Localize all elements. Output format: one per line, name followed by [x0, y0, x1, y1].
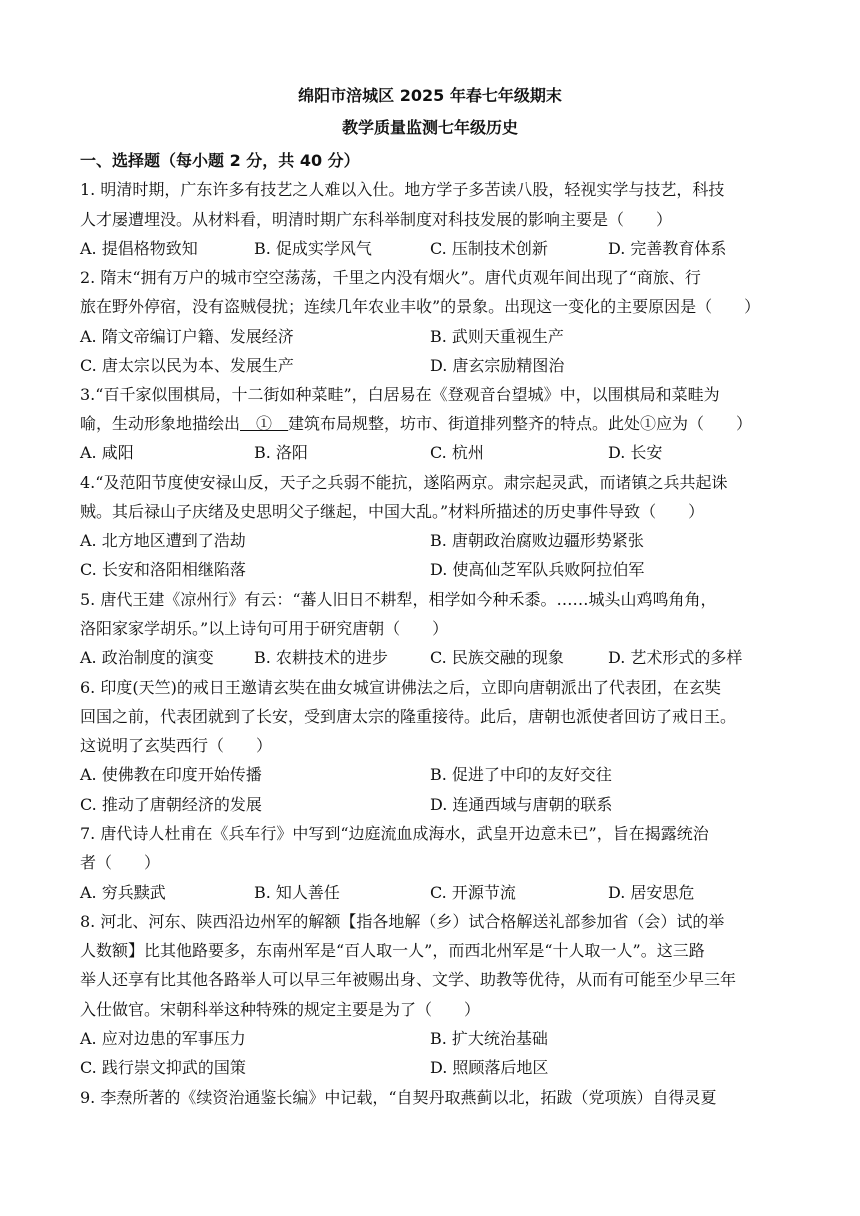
option-d: D. 完善教育体系	[608, 239, 727, 258]
question-text-line: 4.“及范阳节度使安禄山反，天子之兵弱不能抗，遂陷两京。肃宗起灵武，而诸镇之兵共起诛	[80, 473, 728, 492]
question-text-line: 举人还享有比其他各路举人可以早三年被赐出身、文学、助教等优待，从而有可能至少早三年	[80, 970, 737, 989]
option-b: B. 农耕技术的进步	[254, 648, 388, 667]
option-a: A. 应对边患的军事压力	[80, 1029, 246, 1048]
option-b: B. 促进了中印的友好交往	[430, 765, 612, 784]
option-c: C. 推动了唐朝经济的发展	[80, 795, 262, 814]
question-text-line	[80, 414, 752, 434]
option-c: C. 践行崇文抑武的国策	[80, 1058, 246, 1077]
option-d: D. 照顾落后地区	[430, 1058, 549, 1077]
question-text-line: 贼。其后禄山子庆绪及史思明父子继起，中国大乱。”材料所描述的历史事件导致（ ）	[80, 502, 705, 521]
option-a: A. 政治制度的演变	[80, 648, 214, 667]
question-text-line: 9. 李焘所著的《续资治通鉴长编》中记载，“自契丹取燕蓟以北，拓跋（党项族）自得灵夏	[80, 1088, 717, 1107]
question-text-segment: 建筑布局规整，坊市、街道排列整齐的特点。此处①应为（ ）	[288, 414, 753, 433]
question-text-line: 旅在野外停宿，没有盗贼侵扰；连续几年农业丰收”的景象。出现这一变化的主要原因是（ ）	[80, 297, 761, 316]
option-b: B. 唐朝政治腐败边疆形势紧张	[430, 531, 644, 550]
option-d: D. 长安	[608, 443, 663, 462]
question-text-line: 7. 唐代诗人杜甫在《兵车行》中写到“边庭流血成海水，武皇开边意未已”，旨在揭露统治	[80, 824, 709, 843]
question-text-line: 洛阳家家学胡乐。”以上诗句可用于研究唐朝（ ）	[80, 619, 449, 638]
option-a: A. 隋文帝编订户籍、发展经济	[80, 327, 294, 346]
option-d: D. 使高仙芝军队兵败阿拉伯军	[430, 560, 645, 579]
exam-title-line1: 绵阳市涪城区 2025 年春七年级期末	[298, 86, 562, 105]
question-text-line: 1. 明清时期，广东许多有技艺之人难以入仕。地方学子多苦读八股，轻视实学与技艺，科技	[80, 180, 725, 199]
option-c: C. 压制技术创新	[430, 239, 548, 258]
option-b: B. 促成实学风气	[254, 239, 372, 258]
option-d: D. 连通西域与唐朝的联系	[430, 795, 613, 814]
question-text-line: 入仕做官。宋朝科举这种特殊的规定主要是为了（ ）	[80, 1000, 481, 1019]
option-a: A. 北方地区遭到了浩劫	[80, 531, 246, 550]
option-c: C. 开源节流	[430, 883, 516, 902]
option-b: B. 洛阳	[254, 443, 308, 462]
option-c: C. 长安和洛阳相继陷落	[80, 560, 246, 579]
option-b: B. 扩大统治基础	[430, 1029, 548, 1048]
question-text-line: 人才屡遭埋没。从材料看，明清时期广东科举制度对科技发展的影响主要是（ ）	[80, 210, 673, 229]
question-text-line: 者（ ）	[80, 853, 161, 872]
option-a: A. 穷兵黩武	[80, 883, 166, 902]
question-text-line: 这说明了玄奘西行（ ）	[80, 736, 273, 755]
option-c: C. 民族交融的现象	[430, 648, 564, 667]
option-b: B. 武则天重视生产	[430, 327, 564, 346]
option-d: D. 居安思危	[608, 883, 695, 902]
question-text-line: 8. 河北、河东、陕西沿边州军的解额【指各地解（乡）试合格解送礼部参加省（会）试的举	[80, 912, 725, 931]
question-text-line: 回国之前，代表团就到了长安，受到唐太宗的隆重接待。此后，唐朝也派使者回访了戒日王。	[80, 707, 737, 726]
option-c: C. 杭州	[430, 443, 484, 462]
question-text-line: 2. 隋末“拥有万户的城市空空荡荡，千里之内没有烟火”。唐代贞观年间出现了“商旅、行	[80, 268, 701, 287]
option-a: A. 使佛教在印度开始传播	[80, 765, 262, 784]
option-b: B. 知人善任	[254, 883, 340, 902]
question-text-segment: 喻，生动形象地描绘出	[80, 414, 241, 433]
option-d: D. 艺术形式的多样	[608, 648, 743, 667]
question-text-line: 人数额】比其他路要多，东南州军是“百人取一人”，而西北州军是“十人取一人”。这三路	[80, 941, 705, 960]
option-c: C. 唐太宗以民为本、发展生产	[80, 356, 294, 375]
question-text-line: 6. 印度(天竺)的戒日王邀请玄奘在曲女城宣讲佛法之后，立即向唐朝派出了代表团，在玄奘	[80, 678, 721, 697]
option-a: A. 咸阳	[80, 443, 134, 462]
exam-title-line2: 教学质量监测七年级历史	[341, 118, 518, 137]
option-d: D. 唐玄宗励精图治	[430, 356, 565, 375]
question-text-line: 3.“百千家似围棋局，十二街如种菜畦”，白居易在《登观音台望城》中，以围棋局和菜畦为	[80, 385, 720, 404]
question-text-line: 5. 唐代王建《凉州行》有云：“蕃人旧日不耕犁，相学如今种禾黍。……城头山鸡鸣角角，	[80, 590, 717, 609]
section-heading: 一、选择题（每小题 2 分，共 40 分）	[80, 151, 360, 170]
fill-blank: ①	[240, 414, 289, 433]
option-a: A. 提倡格物致知	[80, 239, 198, 258]
